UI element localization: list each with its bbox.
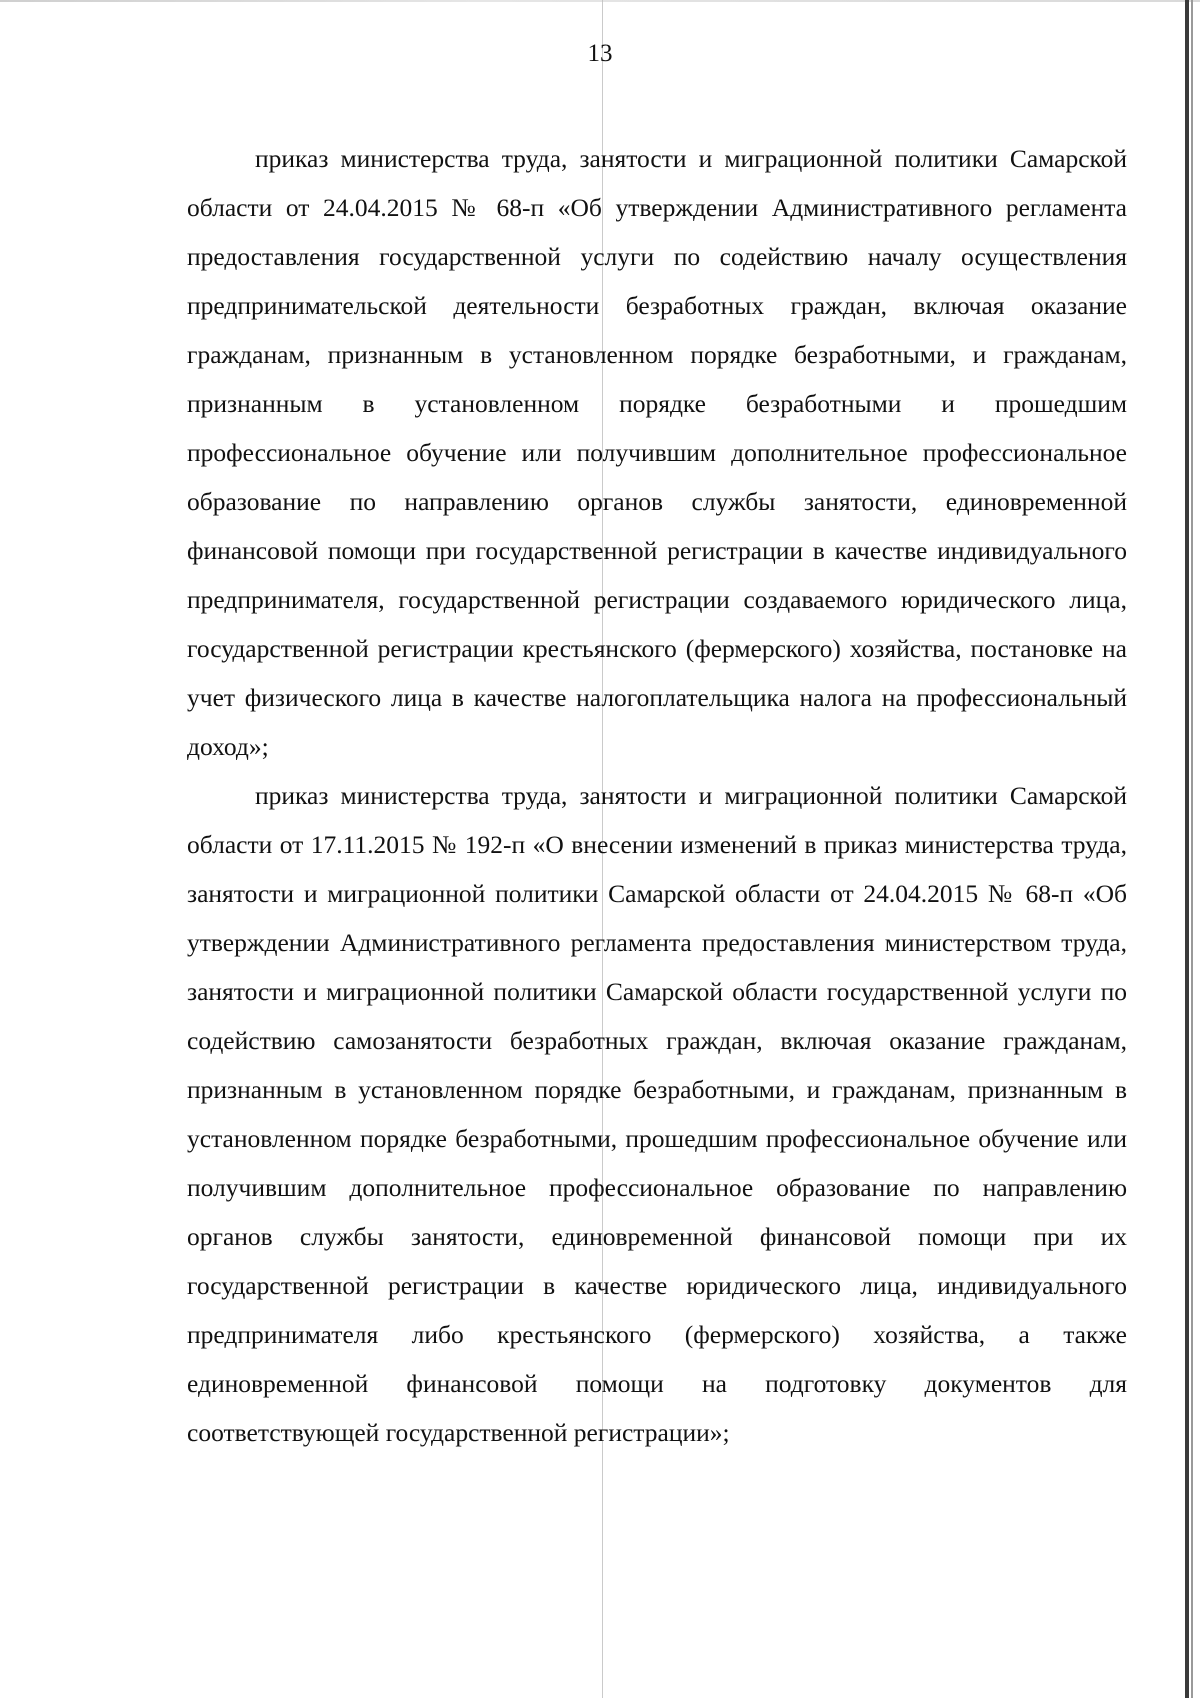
document-body: [187, 134, 1127, 1457]
scan-top-edge: [0, 0, 1200, 2]
scan-right-edge: [1185, 0, 1189, 1698]
scan-right-edge-outer: [1191, 0, 1193, 1698]
paragraph-order-68p: приказ министерства труда, занятости и миграционной политики Самарской области от 24.04.2015 № 68-п «Об утверждении Административного регламента предоставления государственной услуги по содействию началу осуществления предпринимательской деятельности безработных граждан, включая оказание гражданам, признанным в установленном порядке безработными, и гражданам, признанным в установленном порядке безработными и прошедшим профессиональное обучение или получившим дополнительное профессиональное образование по направлению органов службы занятости, единовременной финансовой помощи при государственной регистрации в качестве индивидуального предпринимателя, государственной регистрации создаваемого юридического лица, государственной регистрации крестьянского (фермерского) хозяйства, постановке на учет физического лица в качестве налогоплательщика налога на профессиональный доход»;: [187, 144, 1127, 761]
paragraph-order-192p: приказ министерства труда, занятости и миграционной политики Самарской области от 17.11.2015 № 192-п «О внесении изменений в приказ министерства труда, занятости и миграционной политики Самарской области от 24.04.2015 № 68-п «Об утверждении Административного регламента предоставления министерством труда, занятости и миграционной политики Самарской области государственной услуги по содействию самозанятости безработных граждан, включая оказание гражданам, признанным в установленном порядке безработными, и гражданам, признанным в установленном порядке безработными, прошедшим профессиональное обучение или получившим дополнительное профессиональное образование по направлению органов службы занятости, единовременной финансовой помощи при их государственной регистрации в качестве юридического лица, индивидуального предпринимателя либо крестьянского (фермерского) хозяйства, а также единовременной финансовой помощи на подготовку документов для соответствующей государственной регистрации»;: [187, 781, 1127, 1447]
page-number: 13: [587, 40, 613, 67]
